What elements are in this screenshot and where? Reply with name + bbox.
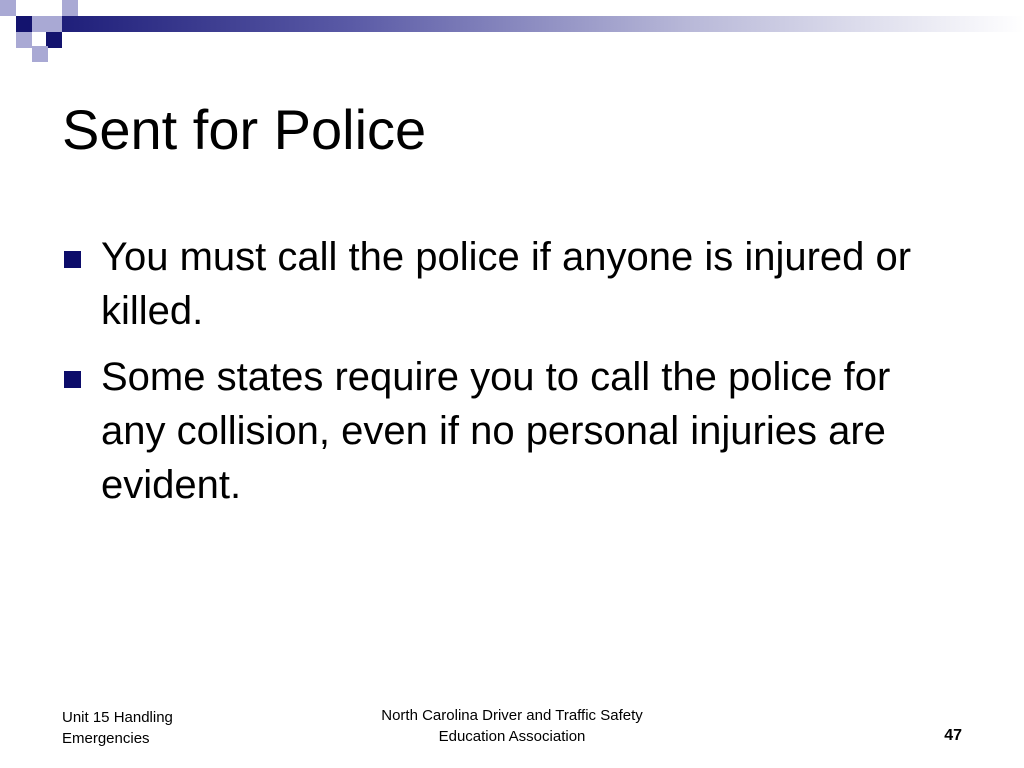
decor-square <box>62 0 78 16</box>
header-gradient-band <box>62 16 1024 32</box>
bullet-item <box>62 230 962 338</box>
bullet-item <box>62 350 962 512</box>
bullet-list <box>62 230 962 524</box>
slide-title: Sent for Police <box>62 98 427 161</box>
decor-square <box>46 32 62 48</box>
square-bullet-icon <box>64 251 81 268</box>
bullet-text: You must call the police if anyone is injured or killed. <box>101 235 912 333</box>
decor-square <box>16 16 32 32</box>
decor-square <box>0 0 16 16</box>
decor-square <box>16 32 32 48</box>
bullet-text: Some states require you to call the police for any collision, even if no personal injuries are evident. <box>101 355 891 507</box>
square-bullet-icon <box>64 371 81 388</box>
decor-square <box>46 16 62 32</box>
footer-organization: North Carolina Driver and Traffic Safety Education Association <box>381 707 643 745</box>
footer-unit-label: Unit 15 Handling Emergencies <box>62 709 173 747</box>
page-number: 47 <box>944 727 962 744</box>
decor-square <box>32 46 48 62</box>
